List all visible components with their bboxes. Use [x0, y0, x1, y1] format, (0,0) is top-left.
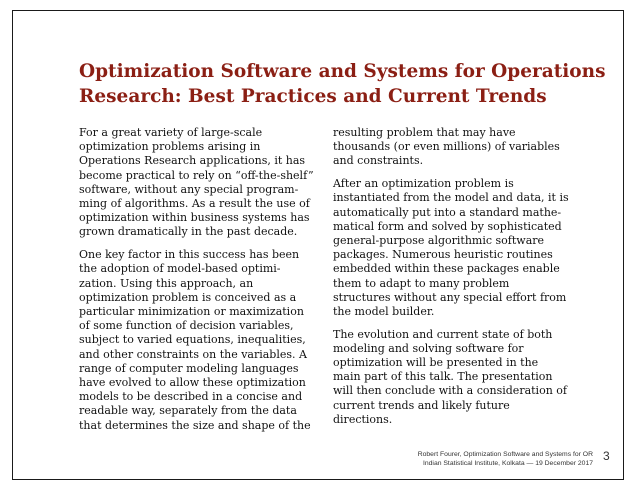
footer-line: Robert Fourer, Optimization Software and Systems for OR: [417, 451, 593, 458]
text-line: optimization within business systems has: [79, 211, 310, 225]
text-line: Operations Research applications, it has: [79, 154, 306, 168]
text-line: matical form and solved by sophisticated: [333, 219, 562, 233]
text-line: One key factor in this success has been: [79, 248, 300, 262]
text-line: directions.: [333, 412, 393, 426]
slide-title: [79, 59, 606, 109]
text-line: The evolution and current state of both: [333, 327, 553, 341]
text-line: optimization problem is conceived as a: [79, 290, 297, 304]
right-column: [333, 126, 585, 436]
text-line: packages. Numerous heuristic routines: [333, 248, 553, 262]
text-line: grown dramatically in the past decade.: [79, 225, 298, 239]
paragraph: [333, 177, 585, 319]
text-line: zation. Using this approach, an: [79, 276, 254, 290]
text-line: and other constraints on the variables. A: [79, 347, 307, 361]
text-line: resulting problem that may have: [333, 126, 516, 139]
text-line: modeling and solving software for: [333, 341, 524, 355]
text-line: readable way, separately from the data: [79, 404, 297, 418]
text-line: For a great variety of large-scale: [79, 126, 263, 139]
paragraph: [79, 248, 331, 433]
title-line: Optimization Software and Systems for Operations: [79, 61, 606, 82]
paragraph: [79, 126, 331, 240]
text-line: them to adapt to many problem: [333, 276, 510, 290]
slide-footer: [393, 450, 593, 468]
page-number: 3: [603, 449, 610, 463]
text-line: instantiated from the model and data, it is: [333, 191, 569, 205]
text-line: general-purpose algorithmic software: [333, 233, 545, 247]
text-line: and constraints.: [333, 154, 424, 168]
text-line: have evolved to allow these optimization: [79, 375, 306, 389]
text-line: range of computer modeling languages: [79, 361, 299, 375]
text-line: After an optimization problem is: [333, 177, 514, 191]
paragraph: [333, 126, 585, 169]
text-line: will then conclude with a consideration of: [333, 384, 567, 398]
text-line: automatically put into a standard mathe-: [333, 205, 562, 219]
text-line: that determines the size and shape of the: [79, 418, 311, 432]
text-line: the adoption of model-based optimi-: [79, 262, 281, 276]
text-line: of some function of decision variables,: [79, 319, 294, 333]
text-line: the model builder.: [333, 304, 435, 318]
text-line: main part of this talk. The presentation: [333, 370, 553, 384]
footer-line: Indian Statistical Institute, Kolkata — 19 December 2017: [422, 460, 593, 467]
text-line: become practical to rely on “off-the-shelf”: [79, 168, 314, 182]
left-column: [79, 126, 331, 441]
text-line: ming of algorithms. As a result the use of: [79, 197, 310, 211]
text-line: software, without any special program-: [79, 182, 299, 196]
paragraph: [333, 328, 585, 427]
text-line: models to be described in a concise and: [79, 390, 303, 404]
text-line: particular minimization or maximization: [79, 304, 304, 318]
text-line: current trends and likely future: [333, 398, 510, 412]
text-line: embedded within these packages enable: [333, 262, 560, 276]
text-line: subject to varied equations, inequalities,: [79, 333, 306, 347]
text-line: thousands (or even millions) of variables: [333, 140, 560, 154]
slide: [12, 10, 624, 480]
text-line: optimization problems arising in: [79, 140, 261, 154]
text-line: optimization will be presented in the: [333, 356, 539, 370]
title-line: Research: Best Practices and Current Trends: [79, 86, 547, 107]
text-line: structures without any special effort from: [333, 290, 567, 304]
